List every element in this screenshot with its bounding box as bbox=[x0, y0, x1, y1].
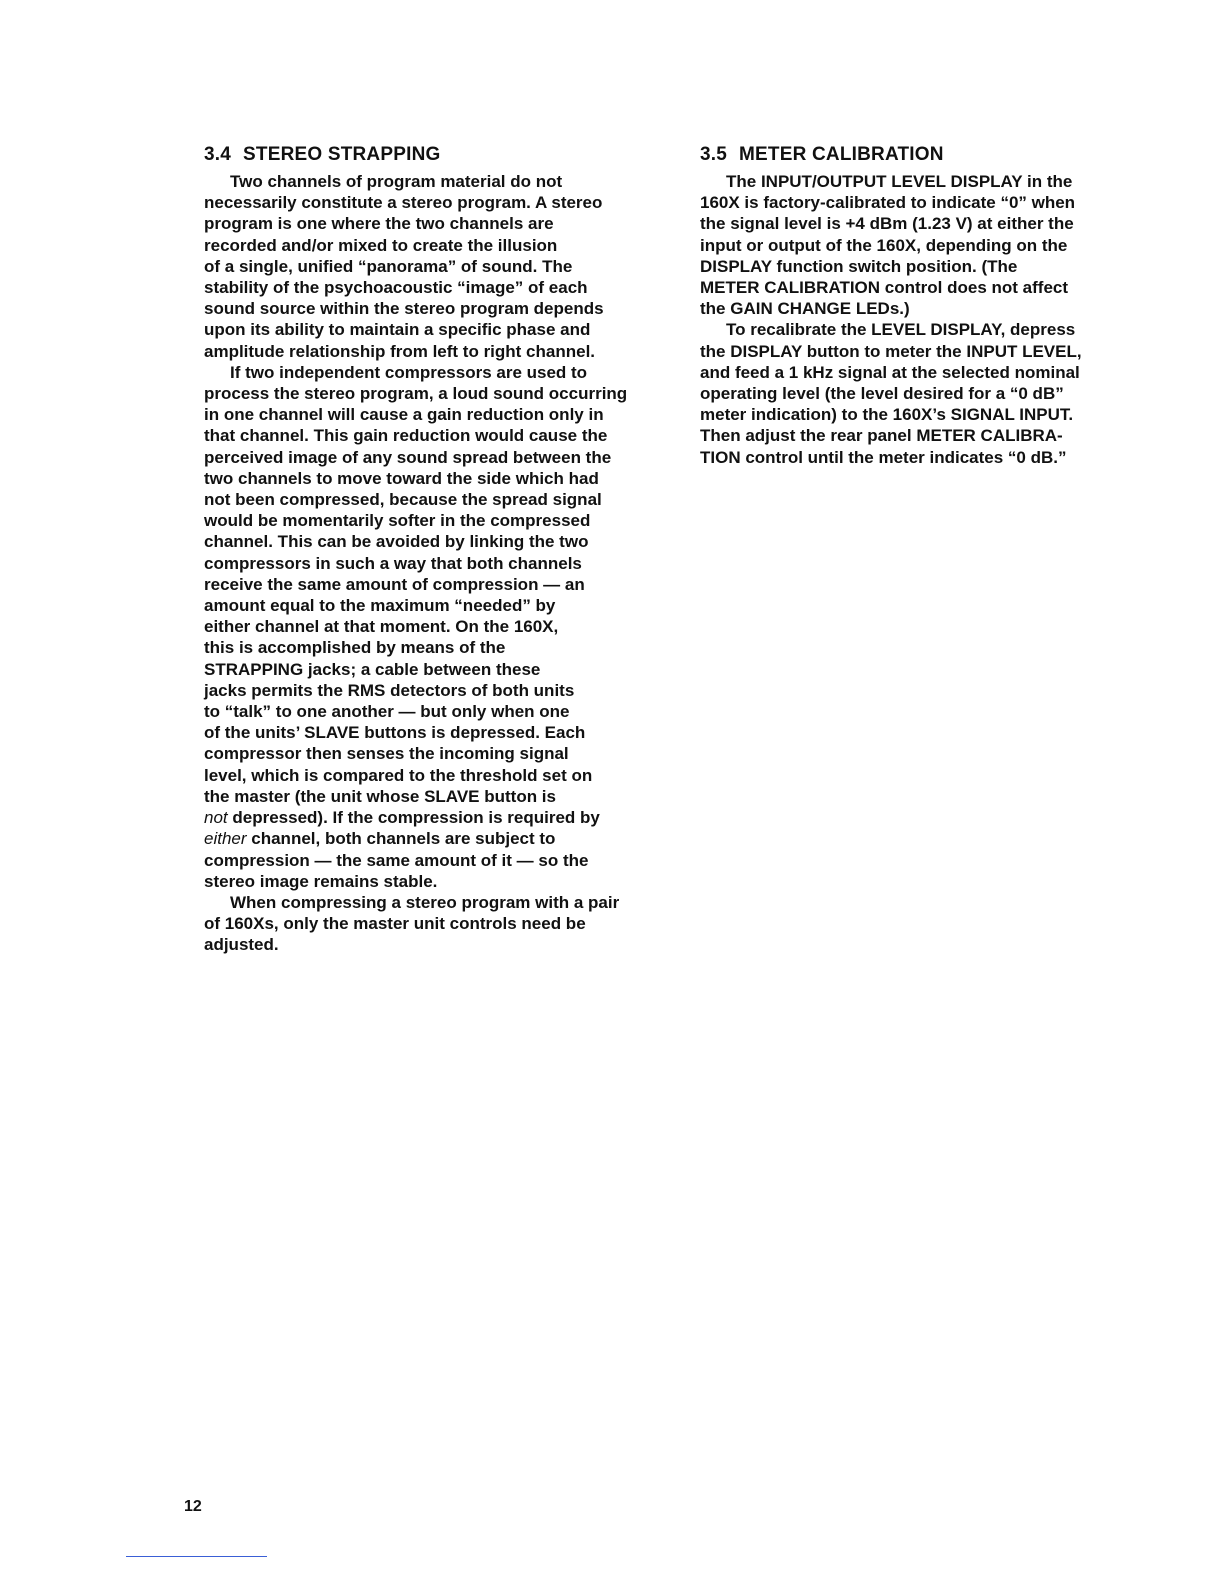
paragraph-line bbox=[204, 828, 674, 849]
paragraph-line: two channels to move toward the side which had bbox=[204, 468, 599, 488]
paragraph-line: in one channel will cause a gain reduction only in bbox=[204, 405, 604, 425]
paragraph-line: and feed a 1 kHz signal at the selected nominal bbox=[700, 362, 1080, 382]
paragraph-line: of 160Xs, only the master unit controls need be bbox=[204, 914, 586, 934]
section-heading bbox=[700, 143, 1176, 167]
paragraph-line: STRAPPING jacks; a cable between these bbox=[204, 659, 541, 679]
paragraph-line: channel. This can be avoided by linking the two bbox=[204, 532, 589, 552]
paragraph-line: The INPUT/OUTPUT LEVEL DISPLAY in the bbox=[726, 172, 1073, 191]
section-number: 3.5 bbox=[700, 144, 728, 165]
paragraph-line: compressor then senses the incoming signal bbox=[204, 744, 569, 764]
section-heading bbox=[204, 143, 674, 167]
paragraph-line bbox=[204, 807, 674, 828]
paragraph-line: recorded and/or mixed to create the illusion bbox=[204, 235, 558, 255]
paragraph-line: amplitude relationship from left to right channel. bbox=[204, 341, 596, 361]
paragraph-line: upon its ability to maintain a specific phase and bbox=[204, 320, 591, 340]
section-title: STEREO STRAPPING bbox=[243, 144, 441, 165]
paragraph-line: the GAIN CHANGE LEDs.) bbox=[700, 299, 910, 319]
paragraph-line: to “talk” to one another — but only when one bbox=[204, 702, 570, 722]
paragraph-line: Two channels of program material do not bbox=[230, 172, 563, 191]
paragraph-line: either channel at that moment. On the 160X, bbox=[204, 617, 559, 637]
paragraph-line: input or output of the 160X, depending on the bbox=[700, 235, 1068, 255]
paragraph-line: METER CALIBRATION control does not affect bbox=[700, 278, 1069, 298]
section-title: METER CALIBRATION bbox=[739, 144, 944, 165]
paragraph-line: compressors in such a way that both channels bbox=[204, 553, 582, 573]
line-text: depressed). If the compression is required by bbox=[232, 808, 600, 828]
paragraph-line: necessarily constitute a stereo program. A stereo bbox=[204, 193, 603, 213]
paragraph-line: TION control until the meter indicates “0 dB.” bbox=[700, 447, 1067, 467]
paragraph-line: the master (the unit whose SLAVE button is bbox=[204, 786, 556, 806]
paragraph-line: To recalibrate the LEVEL DISPLAY, depress bbox=[726, 320, 1076, 340]
italic-word: not bbox=[204, 808, 228, 828]
meter-calibration-section bbox=[700, 143, 1176, 468]
paragraph-line: compression — the same amount of it — so the bbox=[204, 850, 589, 870]
line-text: channel, both channels are subject to bbox=[251, 829, 556, 849]
paragraph-line: stereo image remains stable. bbox=[204, 871, 438, 891]
paragraph-line: the DISPLAY button to meter the INPUT LEVEL, bbox=[700, 341, 1082, 361]
paragraph-line: of the units’ SLAVE buttons is depressed. Each bbox=[204, 723, 586, 743]
italic-word: either bbox=[204, 829, 247, 849]
paragraph-line: jacks permits the RMS detectors of both units bbox=[204, 680, 575, 700]
paragraph-line: operating level (the level desired for a “0 dB” bbox=[700, 384, 1064, 404]
stereo-strapping-section bbox=[204, 143, 674, 956]
paragraph-line: Then adjust the rear panel METER CALIBRA- bbox=[700, 426, 1063, 446]
paragraph-line: stability of the psychoacoustic “image” of each bbox=[204, 278, 588, 298]
paragraph-line: sound source within the stereo program depends bbox=[204, 299, 604, 319]
paragraph-line: of a single, unified “panorama” of sound. The bbox=[204, 256, 573, 276]
paragraph-line: meter indication) to the 160X’s SIGNAL INPUT. bbox=[700, 405, 1074, 425]
footer-rule bbox=[126, 1556, 267, 1557]
paragraph-line: not been compressed, because the spread signal bbox=[204, 490, 602, 510]
paragraph-line: the signal level is +4 dBm (1.23 V) at either the bbox=[700, 214, 1074, 234]
paragraph-line: program is one where the two channels are bbox=[204, 214, 554, 234]
paragraph-line: level, which is compared to the threshold set on bbox=[204, 765, 593, 785]
page-number: 12 bbox=[184, 1498, 202, 1515]
paragraph-line: perceived image of any sound spread between the bbox=[204, 447, 612, 467]
paragraph-line: When compressing a stereo program with a pair bbox=[230, 892, 620, 912]
paragraph-line: 160X is factory-calibrated to indicate “0” when bbox=[700, 193, 1076, 213]
paragraph-line: that channel. This gain reduction would cause the bbox=[204, 426, 608, 446]
paragraph-line: amount equal to the maximum “needed” by bbox=[204, 596, 556, 616]
paragraph-line: this is accomplished by means of the bbox=[204, 638, 506, 658]
paragraph-line: would be momentarily softer in the compressed bbox=[204, 511, 591, 531]
paragraph-line: process the stereo program, a loud sound occurring bbox=[204, 384, 628, 404]
paragraph-line: DISPLAY function switch position. (The bbox=[700, 256, 1018, 276]
paragraph-line: receive the same amount of compression — an bbox=[204, 574, 585, 594]
paragraph-line: If two independent compressors are used to bbox=[230, 362, 588, 382]
paragraph-line: adjusted. bbox=[204, 935, 279, 955]
section-number: 3.4 bbox=[204, 144, 232, 165]
